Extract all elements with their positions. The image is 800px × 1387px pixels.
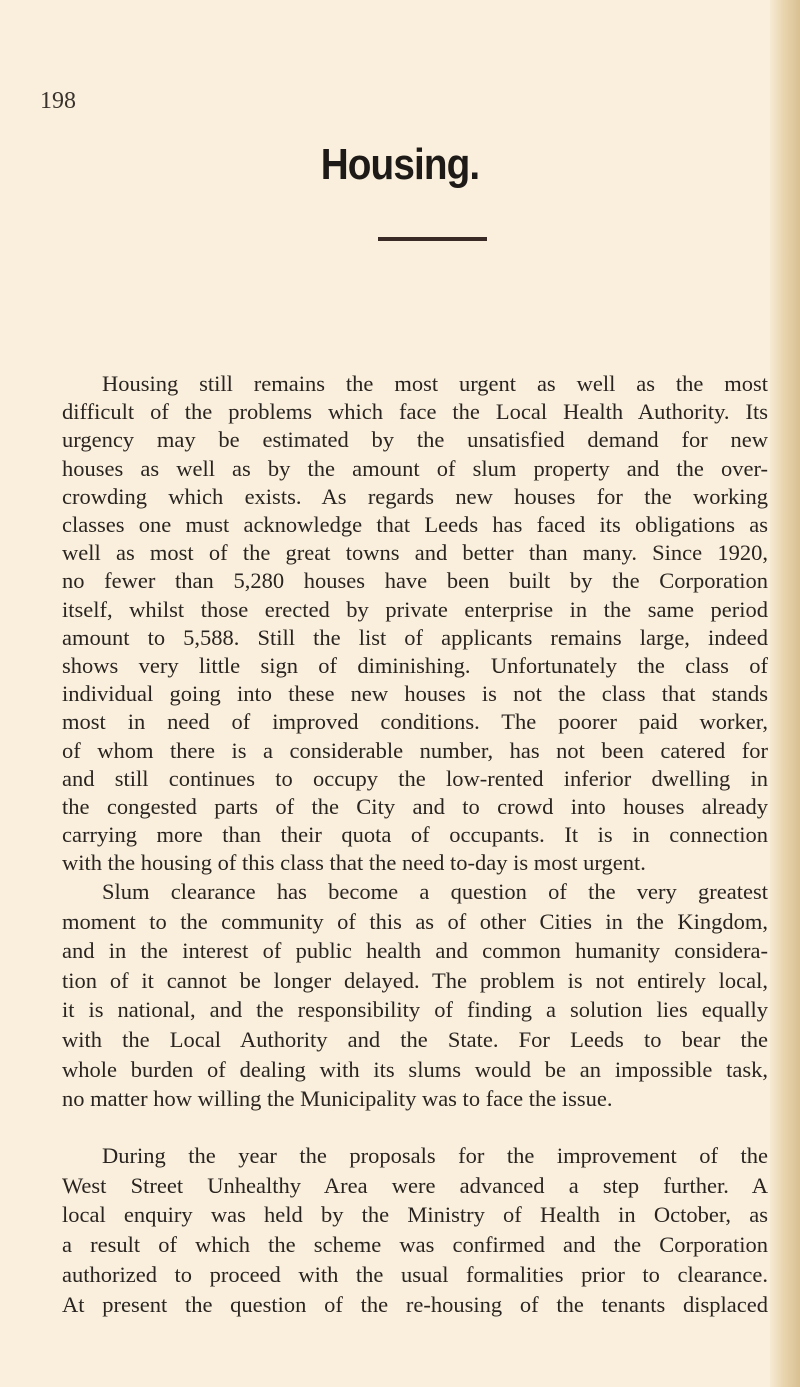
text-line: crowding which exists. As regards new houses for the working <box>62 483 768 509</box>
text-line: it is national, and the responsibility of finding a solution lies equally <box>62 997 768 1023</box>
text-line: Slum clearance has become a question of the very greatest <box>102 879 768 904</box>
text-line: itself, whilst those erected by private enterprise in the same period <box>62 596 768 622</box>
text-line: urgency may be estimated by the unsatisfied demand for new <box>62 427 768 453</box>
text-line: no matter how willing the Municipality was to face the issue. <box>62 1086 613 1112</box>
text-line: Housing still remains the most urgent as well as the most <box>102 371 768 396</box>
text-line: most in need of improved conditions. The poorer paid worker, <box>62 709 768 735</box>
text-line: with the housing of this class that the need to-day is most urgent. <box>62 850 646 876</box>
text-line: moment to the community of this as of other Cities in the Kingdom, <box>62 908 768 934</box>
text-line: amount to 5,588. Still the list of applicants remains large, indeed <box>62 624 768 650</box>
text-line: the congested parts of the City and to crowd into houses already <box>62 794 768 819</box>
text-line: houses as well as by the amount of slum property and the over- <box>62 455 768 481</box>
text-line: tion of it cannot be longer delayed. The problem is not entirely local, <box>62 967 768 993</box>
text-line: carrying more than their quota of occupants. It is in connection <box>62 822 768 848</box>
text-line: and in the interest of public health and common humanity considera- <box>62 938 768 964</box>
page-number: 198 <box>40 88 76 114</box>
text-line: well as most of the great towns and better than many. Since 1920, <box>62 540 768 566</box>
text-line: During the year the proposals for the improvement of the <box>102 1143 768 1168</box>
title-rule-divider <box>378 237 487 241</box>
page-title: Housing. <box>320 140 480 189</box>
text-line: classes one must acknowledge that Leeds has faced its obligations as <box>62 512 768 537</box>
text-line: shows very little sign of diminishing. Unfortunately the class of <box>62 653 768 678</box>
text-line: of whom there is a considerable number, has not been catered for <box>62 737 768 763</box>
page-edge-shadow <box>770 0 800 1387</box>
text-line: with the Local Authority and the State. For Leeds to bear the <box>62 1027 768 1052</box>
text-line: and still continues to occupy the low-rented inferior dwelling in <box>62 765 768 791</box>
text-line: West Street Unhealthy Area were advanced a step further. A <box>62 1172 768 1198</box>
text-line: no fewer than 5,280 houses have been built by the Corporation <box>62 568 768 594</box>
text-line: difficult of the problems which face the Local Health Authority. Its <box>62 399 768 425</box>
text-line: a result of which the scheme was confirmed and the Corporation <box>62 1232 768 1258</box>
text-line: whole burden of dealing with its slums would be an impossible task, <box>62 1056 768 1082</box>
text-line: individual going into these new houses is not the class that stands <box>62 681 768 707</box>
text-line: authorized to proceed with the usual formalities prior to clearance. <box>62 1261 768 1287</box>
text-line: At present the question of the re-housing of the tenants displaced <box>62 1291 768 1317</box>
text-line: local enquiry was held by the Ministry of Health in October, as <box>62 1202 768 1228</box>
